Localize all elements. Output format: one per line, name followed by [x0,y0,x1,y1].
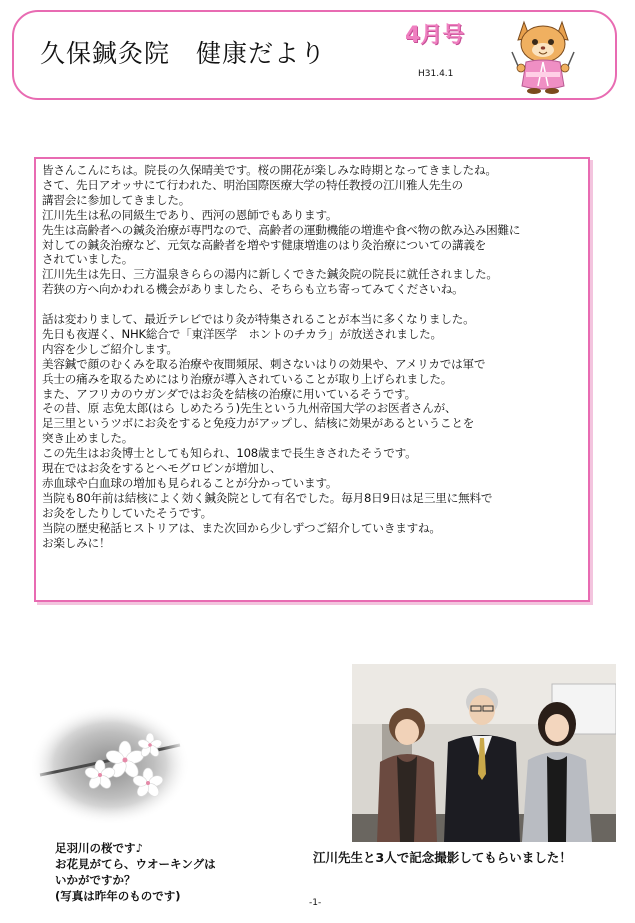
message-line: この先生はお灸博士としても知られ、108歳まで長生きされたそうです。 [42,446,417,461]
message-line: 先生は高齢者への鍼灸治療が専門なので、高齢者の運動機能の増進や食べ物の飲み込み困難に [42,222,521,237]
message-box [34,157,590,602]
sakura-caption-line: いかがですか？ [55,873,136,887]
sakura-caption-line: (写真は昨年のものです) [55,889,181,903]
message-line: 対しての鍼灸治療など、元気な高齢者を増やす健康増進のはり灸治療についての講義を [42,237,487,252]
message-line: 兵士の痛みを取るためにはり治療が導入されていることが取り上げられました。 [42,371,453,386]
message-line: お灸をしたりしていたそうです。 [42,505,212,520]
message-line: 現在ではお灸をするとヘモグロビンが増加し、 [42,461,282,476]
message-line: 皆さんこんにちは。院長の久保晴美です。桜の開花が楽しみな時期となってきましたね。 [42,163,497,177]
message-line: 突き止めました。 [42,431,134,446]
paragraph-gap [42,297,584,312]
message-line: 若狭の方へ向かわれる機会がありましたら、そちらも立ち寄ってみてくださいね。 [42,282,464,297]
sakura-caption-line: 足羽川の桜です♪ [55,841,143,855]
cat-mascot-icon [508,12,578,96]
message-line: 美容鍼で顔のむくみを取る治療や夜間頻尿、刺さないはりの効果や、アメリカでは軍で [42,356,486,371]
sakura-caption [55,840,216,904]
group-photo [352,664,616,842]
message-line: さて、先日アオッサにて行われた、明治国際医療大学の特任教授の江川雅人先生の [42,177,463,192]
message-line: されていました。 [42,252,134,267]
message-line: 当院の歴史秘話ヒストリアは、また次回から少しずつご紹介していきますね。 [42,520,441,535]
sakura-caption-line: お花見がてら、ウオーキングは [55,857,216,871]
newsletter-title: 久保鍼灸院 健康だより [40,39,327,68]
message-line: 足三里というツボにお灸をすると免疫力がアップし、結核に効果があるということを [42,416,475,431]
page-number: -1- [309,898,322,908]
cherry-blossom-photo [30,705,190,825]
message-line: 当院も80年前は結核によく効く鍼灸院として有名でした。毎月8日9日は足三里に無料で [42,490,493,505]
message-line: お楽しみに！ [42,535,111,550]
message-body [42,163,584,551]
message-line: その昔、原 志免太郎(はら しめたろう)先生という九州帝国大学のお医者さんが、 [42,401,457,416]
message-line: 江川先生は私の同級生であり、西河の恩師でもあります。 [42,207,338,222]
message-line: 赤血球や白血球の増加も見られることが分かっています。 [42,476,338,491]
message-line: 話は変わりまして、最近テレビではり灸が特集されることが本当に多くなりました。 [42,312,475,327]
message-line: また、アフリカのウガンダではお灸を結核の治療に用いているそうです。 [42,386,417,401]
issue-date: H31.4.1 [418,69,454,79]
message-line: 内容を少しご紹介します。 [42,341,178,356]
message-line: 講習会に参加してきました。 [42,192,191,207]
message-line: 先日も夜遅く、NHK総合で「東洋医学 ホントのチカラ」が放送されました。 [42,326,442,341]
group-photo-caption: 江川先生と3人で記念撮影してもらいました！ [313,850,572,865]
issue-label: 4月号 [405,23,465,48]
message-line: 江川先生は先日、三方温泉きららの湯内に新しくできた鍼灸院の院長に就任されました。 [42,267,498,282]
